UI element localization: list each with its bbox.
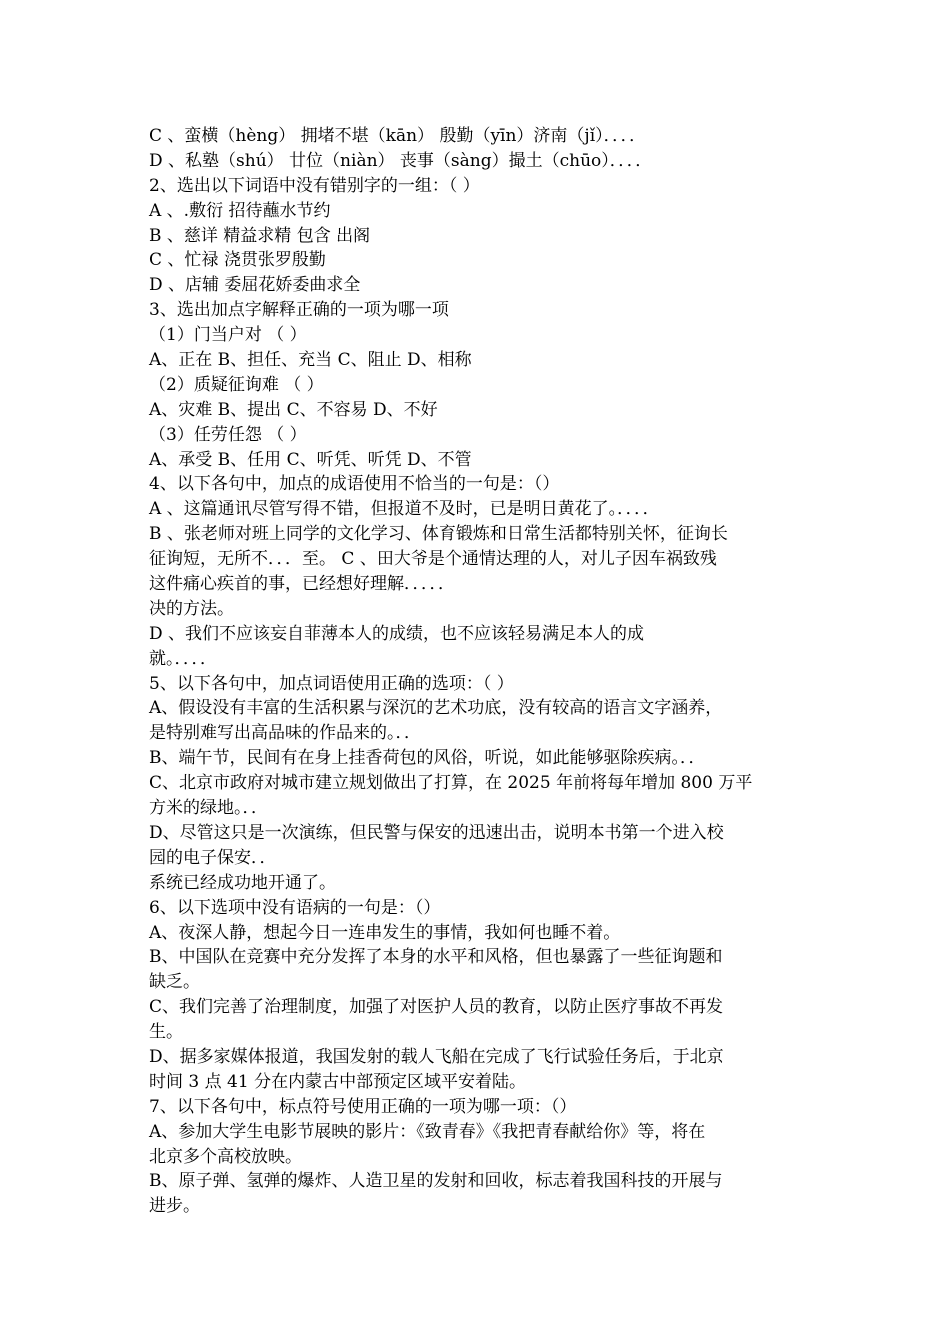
text-line: 5、以下各句中，加点词语使用正确的选项：（ ） [149,673,514,694]
text-line: A、夜深人静，想起今日一连串发生的事情，我如何也睡不着。 [149,922,621,943]
text-line: B 、慈详 精益求精 包含 出阁 [149,225,371,246]
text-line: A、灾难 B、提出 C、不容易 D、不好 [149,399,438,420]
text-line: 征询短，无所不．．．至。 C 、田大爷是个通情达理的人，对儿子因车祸致残 [149,549,717,570]
text-line: 7、以下各句中，标点符号使用正确的一项为哪一项：（） [149,1096,577,1117]
text-line: D 、私塾（shú） 廿位（niàn） 丧事（sàng）撮土（chūo）．．．． [149,150,653,171]
text-line: D 、我们不应该妄自菲薄本人的成绩，也不应该轻易满足本人的成 [149,623,645,644]
text-line: 时间 3 点 41 分在内蒙古中部预定区域平安着陆。 [149,1071,527,1092]
text-line: A、正在 B、担任、充当 C、阻止 D、相称 [149,350,472,371]
text-line: A、参加大学生电影节展映的影片：《致青春》《我把青春献给你》等，将在 [149,1121,706,1142]
text-line: C、我们完善了治理制度，加强了对医护人员的教育，以防止医疗事故不再发 [149,997,724,1018]
text-line: C 、忙禄 浇贯张罗殷勤 [149,250,326,271]
text-line: B、中国队在竞赛中充分发挥了本身的水平和风格，但也暴露了一些征询题和 [149,947,723,968]
text-line: A 、.敷衍 招待蘸水节约 [149,200,331,221]
text-line: 方米的绿地。．． [149,798,268,819]
text-line: （1）门当户对 （ ） [149,325,307,346]
text-line: A、假设没有丰富的生活积累与深沉的艺术功底，没有较高的语言文字涵养， [149,698,723,719]
text-line: 就。．．．． [149,648,217,669]
text-line: D、据多家媒体报道，我国发射的载人飞船在完成了飞行试验任务后，于北京 [149,1046,724,1067]
text-line: C、北京市政府对城市建立规划做出了打算，在 2025 年前将每年增加 800 万平 [149,773,753,794]
text-line: B、端午节，民间有在身上挂香荷包的风俗，听说，如此能够驱除疾病。．． [149,748,706,769]
text-line: 进步。 [149,1196,200,1217]
document-body [149,124,809,1219]
text-line: （2）质疑征询难 （ ） [149,374,324,395]
text-line: B、原子弹、氢弹的爆炸、人造卫星的发射和回收，标志着我国科技的开展与 [149,1171,723,1192]
text-line: 3、选出加点字解释正确的一项为哪一项 [149,300,449,321]
text-line: 是特别难写出高品味的作品来的。．． [149,723,421,744]
text-line: 北京多个高校放映。 [149,1146,302,1167]
text-line: 6、以下选项中没有语病的一句是：（） [149,897,441,918]
text-line: D 、店辅 委屈花娇委曲求全 [149,275,361,296]
text-line: 2、选出以下词语中没有错别字的一组：（ ） [149,175,480,196]
text-line: 这件痛心疾首的事，已经想好理解．．．．． [149,574,455,595]
text-line: A 、这篇通讯尽管写得不错，但报道不及时，已是明日黄花了。．．．． [149,499,660,520]
text-line: A、承受 B、任用 C、听凭、听凭 D、不管 [149,449,472,470]
text-line: 生。 [149,1022,183,1043]
text-line: 园的电子保安．． [149,847,277,868]
text-line: D、尽管这只是一次演练，但民警与保安的迅速出击，说明本书第一个进入校 [149,822,724,843]
text-line: 决的方法。 [149,598,234,619]
text-line: 缺乏。 [149,972,200,993]
text-line: （3）任劳任怨 （ ） [149,424,307,445]
text-line: B 、张老师对班上同学的文化学习、体育锻炼和日常生活都特别关怀，征询长 [149,524,728,545]
text-line: C 、蛮横（hèng） 拥堵不堪（kān） 殷勤（yīn）济南（jǐ）．．．． [149,126,647,146]
text-line: 4、以下各句中，加点的成语使用不恰当的一句是：（） [149,474,560,495]
text-line: 系统已经成功地开通了。 [149,872,336,893]
